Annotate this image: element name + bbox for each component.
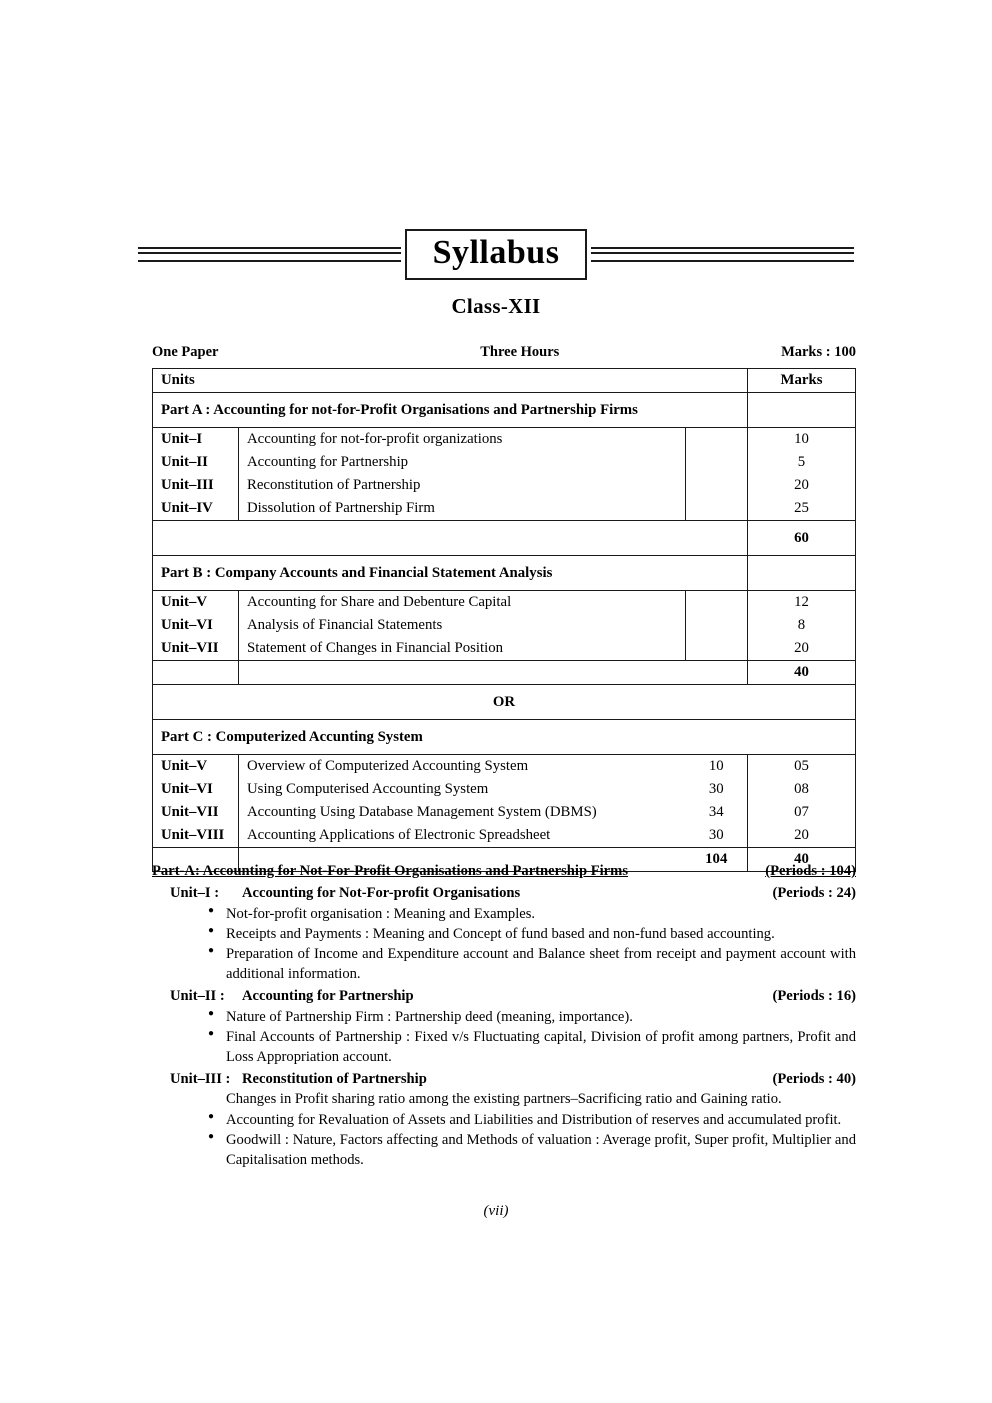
header-marks: Marks [748,369,856,393]
row-unit: Unit–VII [153,637,239,661]
row-marks: 20 [748,637,856,661]
row-desc: Accounting for not-for-profit organizations [239,428,686,452]
part-a-total-row [153,521,856,556]
part-a-total-spacer [153,521,748,556]
title-box [405,229,588,280]
row-marks: 20 [748,824,856,848]
row-marks: 20 [748,474,856,497]
row-marks: 08 [748,778,856,801]
row-marks: 07 [748,801,856,824]
detail-unit-title: Reconstitution of Partnership [242,1070,427,1087]
row-periods [686,637,748,661]
row-unit: Unit–I [153,428,239,452]
detail-unit-bullets [152,905,856,985]
banner-rule-right [591,247,854,262]
row-desc: Accounting Applications of Electronic Spreadsheet [239,824,686,848]
row-marks: 10 [748,428,856,452]
table-row [153,614,856,637]
table-row [153,497,856,521]
detail-unit-heading [152,1070,856,1090]
part-a-title-row [153,393,856,428]
list-item: ● Preparation of Income and Expenditure account and Balance sheet from receipt and payment account with additional information. [208,945,856,985]
part-c-title-row [153,720,856,755]
row-unit: Unit–VIII [153,824,239,848]
list-item: ● Nature of Partnership Firm : Partnership deed (meaning, importance). [208,1008,856,1028]
row-marks: 12 [748,591,856,615]
row-unit: Unit–V [153,755,239,779]
table-row [153,474,856,497]
details-part-a-title: Part-A: Accounting for Not-For-Profit Organisations and Partnership Firms [152,863,628,879]
title-banner [138,228,854,280]
part-b-total: 40 [748,661,856,685]
row-desc: Accounting for Partnership [239,451,686,474]
part-a-title: Part A : Accounting for not-for-Profit Organisations and Partnership Firms [153,393,748,428]
detail-unit-periods: (Periods : 16) [772,988,856,1005]
part-a-title-marks [748,393,856,428]
list-item: ● Accounting for Revaluation of Assets and Liabilities and Distribution of reserves and accumulated profit. [208,1111,856,1131]
part-c-total-marks: 40 [748,848,856,872]
detail-unit-label: Unit–II : [170,988,225,1005]
table-row [153,801,856,824]
or-label: OR [153,685,856,720]
table-row [153,637,856,661]
detail-unit-periods: (Periods : 40) [772,1070,856,1087]
row-periods [686,497,748,521]
detail-unit-periods: (Periods : 24) [772,884,856,901]
paper-total-marks: Marks : 100 [781,344,856,360]
page-folio: (vii) [483,1203,509,1219]
row-unit: Unit–V [153,591,239,615]
page-title: Syllabus [432,233,560,271]
table-row [153,778,856,801]
paper-count: One Paper [152,344,219,360]
or-row [153,685,856,720]
part-b-total-spacer-2 [239,661,748,685]
row-periods [686,614,748,637]
header-units: Units [153,369,748,393]
row-periods [686,591,748,615]
row-marks: 5 [748,451,856,474]
details-part-a-heading [152,862,856,882]
row-unit: Unit–VII [153,801,239,824]
details-part-a-periods: (Periods : 104) [765,863,856,879]
detail-unit-bullets [152,1111,856,1171]
table-row [153,428,856,452]
row-periods: 34 [686,801,748,824]
row-marks: 05 [748,755,856,779]
row-periods: 30 [686,824,748,848]
list-item: ● Goodwill : Nature, Factors affecting and Methods of valuation : Average profit, Super profit, Multiplier and Capitalisation methods. [208,1131,856,1171]
row-desc: Analysis of Financial Statements [239,614,686,637]
list-item: ● Not-for-profit organisation : Meaning and Examples. [208,905,856,925]
row-desc: Reconstitution of Partnership [239,474,686,497]
part-b-title-row [153,556,856,591]
detail-unit-title: Accounting for Partnership [242,988,414,1005]
row-periods: 10 [686,755,748,779]
syllabus-table [152,368,856,872]
row-unit: Unit–VI [153,778,239,801]
row-marks: 8 [748,614,856,637]
part-b-total-spacer-1 [153,661,239,685]
part-b-title: Part B : Company Accounts and Financial Statement Analysis [153,556,748,591]
row-desc: Accounting Using Database Management System (DBMS) [239,801,686,824]
row-desc: Overview of Computerized Accounting System [239,755,686,779]
list-item: ● Receipts and Payments : Meaning and Concept of fund based and non-fund based accounting. [208,925,856,945]
row-unit: Unit–III [153,474,239,497]
table-row [153,591,856,615]
row-desc: Accounting for Share and Debenture Capital [239,591,686,615]
part-c-total-periods: 104 [686,848,748,872]
detail-unit-heading [152,987,856,1007]
banner-rule-left [138,247,401,262]
row-marks: 25 [748,497,856,521]
detail-unit-label: Unit–III : [170,1070,231,1087]
table-row [153,451,856,474]
row-periods [686,428,748,452]
table-row [153,824,856,848]
paper-header [152,344,856,361]
part-a-total: 60 [748,521,856,556]
row-periods: 30 [686,778,748,801]
row-desc: Statement of Changes in Financial Position [239,637,686,661]
detail-unit-label: Unit–I : [170,884,220,901]
part-b-total-row [153,661,856,685]
class-label: Class-XII [451,294,541,318]
paper-duration: Three Hours [480,344,560,360]
table-row [153,755,856,779]
part-c-title: Part C : Computerized Accunting System [153,720,856,755]
list-item: ● Final Accounts of Partnership : Fixed v/s Fluctuating capital, Division of profit among partners, Profit and Loss Appropriation account. [208,1028,856,1068]
row-unit: Unit–IV [153,497,239,521]
detail-unit-heading [152,884,856,904]
table-header-row [153,369,856,393]
row-unit: Unit–VI [153,614,239,637]
row-periods [686,474,748,497]
detail-unit-title: Accounting for Not-For-profit Organisations [242,884,521,901]
row-desc: Dissolution of Partnership Firm [239,497,686,521]
part-b-title-marks [748,556,856,591]
row-unit: Unit–II [153,451,239,474]
row-periods [686,451,748,474]
row-desc: Using Computerised Accounting System [239,778,686,801]
syllabus-details [152,862,856,1171]
detail-unit-lead: Changes in Profit sharing ratio among the existing partners–Sacrificing ratio and Gaining ratio. [226,1090,782,1107]
detail-unit-bullets [152,1008,856,1068]
